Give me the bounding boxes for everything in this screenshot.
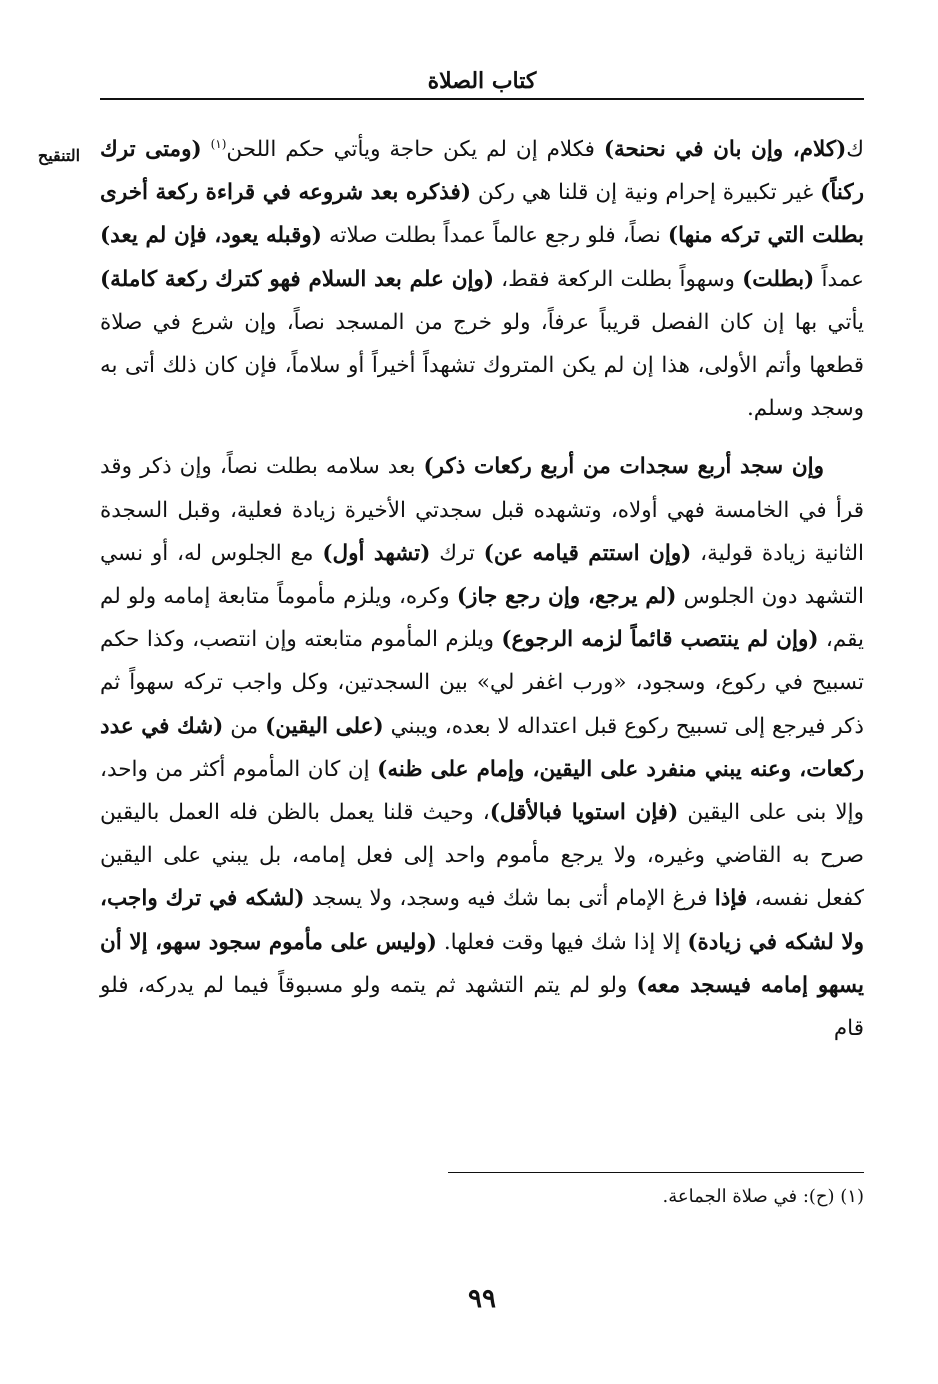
text-run: فكلام إن لم يكن حاجة ويأتي حكم اللحن xyxy=(226,137,604,162)
bold-text-run: (وإن علم بعد السلام فهو كترك ركعة كاملة) xyxy=(100,266,495,292)
text-run: إن كان المأموم أكثر من واحد، وإلا بنى على اليقين xyxy=(100,756,864,826)
bold-text-run: (شك في عدد ركعات، وعنه يبني منفرد على اليقين، وإمام على ظنه) xyxy=(100,713,864,782)
text-run: نصاً، فلو رجع عالماً عمداً بطلت صلاته xyxy=(321,223,668,249)
text-run: عمداً xyxy=(814,266,864,292)
bold-text-run: (فذكره بعد شروعه في قراءة ركعة أخرى بطلت التي تركه منها) xyxy=(100,180,864,249)
text-run: مع الجلوس له، أو نسي التشهد دون الجلوس xyxy=(100,540,864,610)
bold-text-run: (لشكه في ترك واجب، ولا لشكه في زيادة) xyxy=(100,886,865,955)
bold-text-run: (بطلت) xyxy=(742,266,815,292)
header-divider xyxy=(100,98,864,100)
text-run: ، وحيث قلنا يعمل بالظن فله العمل باليقين صرح به القاضي وغيره، ولا يرجع مأموم واحد إلى فعل إمامه، بل يبني على اليقين كفعل نفسه، xyxy=(100,800,864,912)
bold-text-run: (وإن لم ينتصب قائماً لزمه الرجوع) xyxy=(501,627,819,653)
text-run: ويلزم المأموم متابعته وإن انتصب، وكذا حكم تسبيح في ركوع، وسجود، «ورب اغفر لي» بين السجدتين، وكل واجب تركه سهواً ثم ذكر فيرجع إلى تسبيح ركوع قبل اعتداله لا بعده، ويبني xyxy=(100,627,864,739)
paragraph-2 xyxy=(100,445,864,1050)
margin-note: التنقيح xyxy=(37,146,81,165)
text-run xyxy=(202,137,211,162)
text-run: ترك xyxy=(430,540,484,566)
page-number: ٩٩ xyxy=(468,1284,496,1314)
text-run: بعد سلامه بطلت نصاً، وإن ذكر وقد قرأ في الخامسة فهي أولاه، وتشهده قبل سجدتي الأخيرة زيادة فعلية، وقبل السجدة الثانية زيادة قولية، xyxy=(100,454,864,566)
bold-text-run: (فإن استويا فبالأقل) xyxy=(489,800,679,826)
footnote: (١) (ح): في صلاة الجماعة. xyxy=(662,1186,864,1207)
text-run: وسهواً بطلت الركعة فقط، xyxy=(494,266,743,292)
page-header-title: كتاب الصلاة xyxy=(427,68,537,94)
text-run: ك xyxy=(846,137,864,162)
text-run: فرغ الإمام أتى بما شك فيه وسجد، ولا يسجد xyxy=(304,886,715,912)
bold-text-run: (تشهد أول) xyxy=(322,540,431,566)
bold-text-run: فإذا xyxy=(714,886,748,912)
bold-text-run: (ومتى ترك ركناً) xyxy=(100,137,864,206)
footnote-marker: (١) xyxy=(210,136,227,151)
main-text xyxy=(100,128,864,1050)
bold-text-run: (كلام، وإن بان في نحنحة) xyxy=(603,137,847,162)
bold-text-run: (لم يرجع، وإن رجع جاز) xyxy=(456,584,677,610)
text-run: غير تكبيرة إحرام ونية إن قلنا هي ركن xyxy=(471,180,821,206)
bold-text-run: (وإن استتم قيامه عن) xyxy=(483,540,692,566)
text-run: من xyxy=(223,713,266,739)
footnote-divider xyxy=(448,1172,864,1173)
text-run: وكره، ويلزم مأموماً متابعة إمامه ولو لم يقم، xyxy=(100,584,864,653)
text-run: يأتي بها إن كان الفصل قريباً عرفاً، ولو خرج من المسجد نصاً، وإن شرع في صلاة قطعها وأتم الأولى، هذا إن لم يكن المتروك تشهداً أخيراً أو سلاماً، فإن كان ذلك أتى به وسجد وسلم. xyxy=(100,309,864,422)
bold-text-run: وإن سجد أربع سجدات من أربع ركعات ذكر) xyxy=(423,454,824,480)
bold-text-run: (وليس على مأموم سجود سهو، إلا أن يسهو إمامه فيسجد معه) xyxy=(100,929,864,998)
text-run: ولو لم يتم التشهد ثم يتمه ولو مسبوقاً فيما لم يدركه، فلو قام xyxy=(100,972,864,1042)
bold-text-run: (وقبله يعود، فإن لم يعد) xyxy=(100,223,322,249)
text-run: إلا إذا شك فيها وقت فعلها. xyxy=(436,929,688,955)
paragraph-1 xyxy=(100,128,864,430)
bold-text-run: (على اليقين) xyxy=(265,713,384,739)
